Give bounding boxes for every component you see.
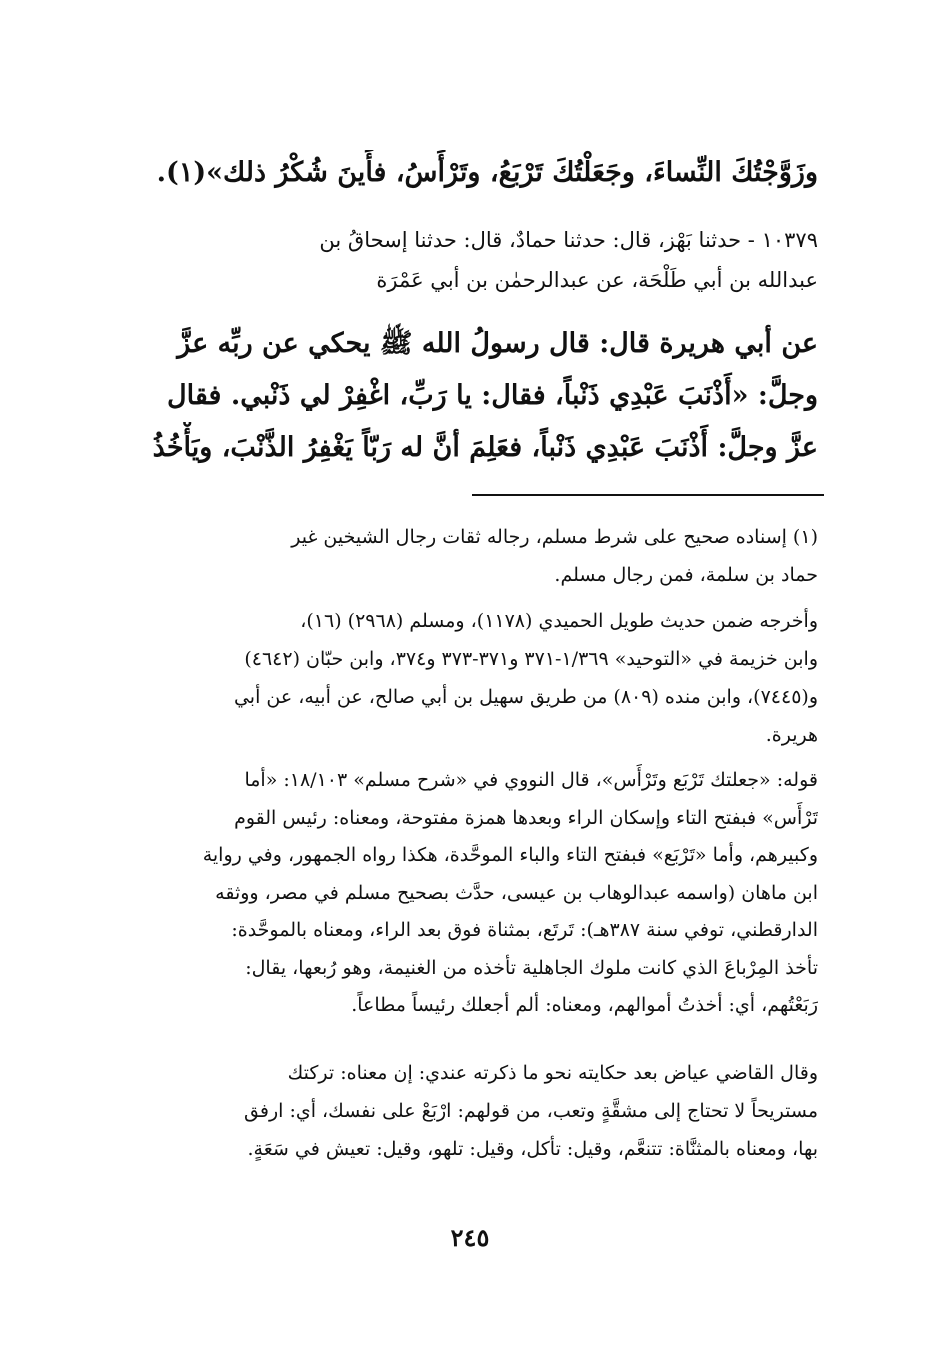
footnote-qadi-iyad <box>128 1054 818 1168</box>
text-line: و(٧٤٤٥)، وابن منده (٨٠٩) من طريق سهيل بن أبي صالح، عن أبيه، عن أبي <box>233 686 818 708</box>
hadith-matn <box>128 318 818 474</box>
text-line: الدارقطني، توفي سنة ٣٨٧هـ): تَرتَع، بمثناة فوق بعد الراء، ومعناه بالموحَّدة: <box>231 919 818 941</box>
text-line: هريرة. <box>765 724 818 746</box>
text-line: وزَوَّجْتُكَ النِّساءَ، وجَعَلْتُكَ تَرْبَعُ، وتَرْأَسُ، فأَينَ شُكْرُ ذلك»(١). <box>156 157 818 188</box>
hadith-isnad <box>128 220 818 300</box>
text-line: (١) إسناده صحيح على شرط مسلم، رجاله ثقات رجال الشيخين غير <box>291 526 818 548</box>
text-line: تأخذ المِرْباعَ الذي كانت ملوك الجاهلية تأخذه من الغنيمة، وهو رُبعها، يقال: <box>245 956 818 979</box>
text-line: عبدالله بن أبي طَلْحَة، عن عبدالرحمٰن بن أبي عَمْرَة <box>376 268 818 292</box>
text-line: ابن ماهان (واسمه عبدالوهاب بن عيسى، حدَّث بصحيح مسلم في مصر، ووثقه <box>215 881 818 904</box>
page-number: ٢٤٥ <box>450 1223 490 1252</box>
text-line: تَرْأَس» فبفتح التاء وإسكان الراء وبعدها همزة مفتوحة، ومعناه: رئيس القوم <box>234 806 818 829</box>
text-line: ١٠٣٧٩ - حدثنا بَهْز، قال: حدثنا حمادٌ، قال: حدثنا إسحاقُ بن <box>319 228 818 252</box>
text-line: قوله: «جعلتك تَرْبَع وتَرْأَس»، قال النووي في «شرح مسلم» ١٨/١٠٣: «أما <box>244 769 818 791</box>
text-line: وقال القاضي عياض بعد حكايته نحو ما ذكرته عندي: إن معناه: تركتك <box>287 1062 818 1084</box>
text-line: عن أبي هريرة قال: قال رسولُ الله ﷺ يحكي عن ربِّه عزَّ <box>177 328 818 359</box>
footnote-takhrij <box>128 602 818 754</box>
text-line: عزَّ وجلَّ: أَذْنَبَ عَبْدِي ذَنْباً، فعَلِمَ أنَّ له رَبّاً يَغْفِرُ الذَّنْبَ، ويَأْخُذُ <box>152 432 818 463</box>
footnote-separator <box>472 494 824 496</box>
text-line: رَبَعْتُهم، أي: أخذتُ أموالهم، ومعناه: ألم أجعلك رئيساً مطاعاً. <box>351 994 818 1016</box>
text-line: بها، ومعناه بالمثنَّاة: تتنعَّم، وقيل: تأكل، وقيل: تلهو، وقيل: تعيش في سَعَةٍ. <box>247 1138 818 1160</box>
text-line: وابن خزيمة في «التوحيد» ١/٣٦٩-٣٧١ و٣٧١-٣٧٣ و٣٧٤، وابن حبّان (٤٦٤٢) <box>244 648 818 670</box>
text-line: حماد بن سلمة، فمن رجال مسلم. <box>554 564 818 586</box>
text-line: مستريحاً لا تحتاج إلى مشقَّةٍ وتعب، من قولهم: ارْبَعْ على نفسك، أي: ارفق <box>244 1100 818 1122</box>
main-text-continuation <box>128 150 818 196</box>
footnote-1-isnad-grading <box>128 518 818 594</box>
text-line: وجلَّ: «أَذْنَبَ عَبْدِي ذَنْباً، فقال: يا رَبِّ، اغْفِرْ لي ذَنْبي. فقال <box>167 380 818 411</box>
text-line: وأخرجه ضمن حديث طويل الحميدي (١١٧٨)، ومسلم (٢٩٦٨) (١٦)، <box>300 610 818 632</box>
text-line: وكبيرهم، وأما «تَرْبَع» فبفتح التاء والباء الموحَّدة، هكذا رواه الجمهور، وفي رواية <box>202 844 818 866</box>
footnote-nawawi-commentary <box>128 762 818 1025</box>
